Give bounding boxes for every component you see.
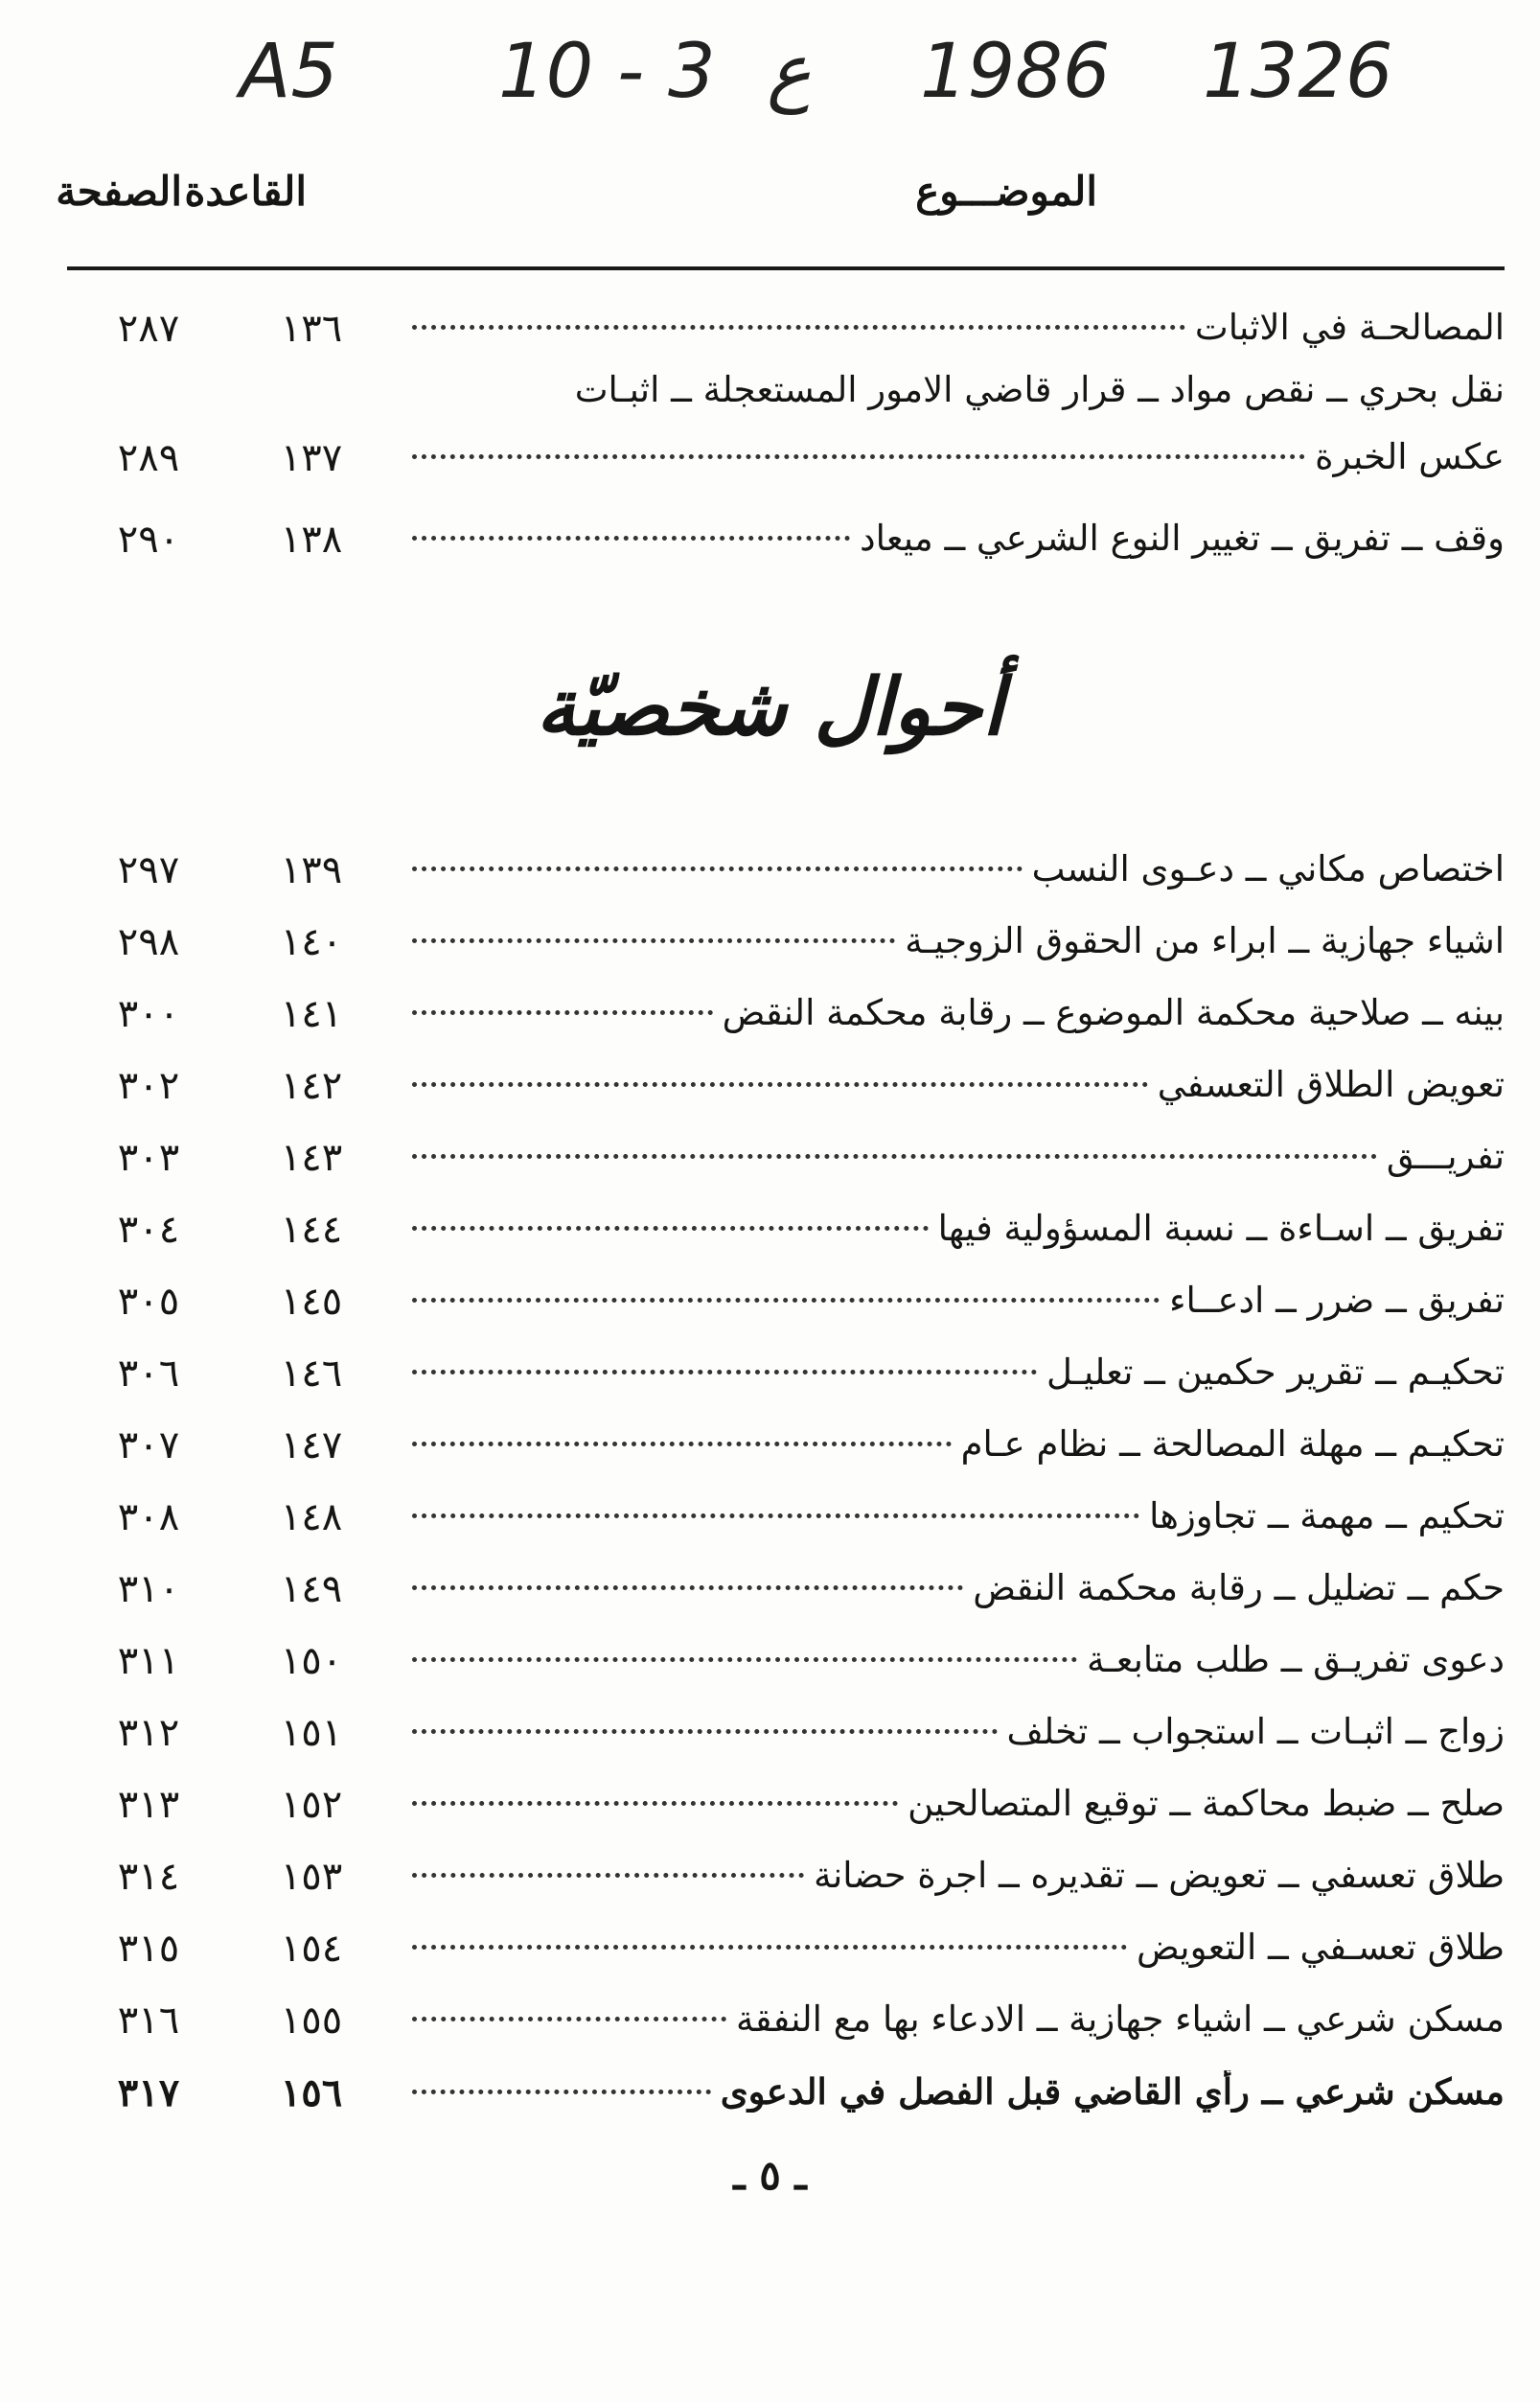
entry-text: مسكن شرعي ــ اشياء جهازية ــ الادعاء بها مع النفقة <box>735 1998 1505 2040</box>
page-number: ـ ٥ ـ <box>733 2152 807 2199</box>
toc-row <box>67 307 1505 364</box>
handwritten-note: A5 <box>240 29 338 115</box>
toc-row <box>67 1639 1505 1697</box>
entry-rule: ١٣٦ <box>280 307 343 351</box>
entry-page: ٣١٦ <box>117 1998 180 2043</box>
entry-rule: ١٤١ <box>280 992 343 1036</box>
handwritten-note: 10 - 3 <box>498 29 716 115</box>
toc-row <box>67 1208 1505 1265</box>
handwritten-note: 1326 <box>1203 29 1393 115</box>
entry-rule: ١٤٢ <box>280 1064 343 1108</box>
entry-text: تفريق ــ اسـاءة ــ نسبة المسؤولية فيها <box>937 1208 1505 1249</box>
entry-rule: ١٥٤ <box>280 1927 343 1971</box>
toc-row <box>67 1064 1505 1121</box>
entry-page: ٣٠٨ <box>117 1495 180 1539</box>
entry-page: ٣١١ <box>117 1639 180 1683</box>
entry-page: ٣٠٦ <box>117 1351 180 1396</box>
toc-row <box>67 1783 1505 1840</box>
entry-rule: ١٥٣ <box>280 1855 343 1899</box>
toc-row <box>67 920 1505 978</box>
toc-row <box>67 1711 1505 1768</box>
entry-text: طلاق تعسـفي ــ التعويض <box>1136 1927 1505 1968</box>
toc-row <box>67 848 1505 906</box>
toc-row <box>67 1280 1505 1337</box>
entry-text: عكس الخبرة <box>1315 436 1505 477</box>
entry-text: بينه ــ صلاحية محكمة الموضوع ــ رقابة محكمة النقض <box>722 992 1505 1033</box>
toc-row <box>67 518 1505 575</box>
entry-text: تحكيـم ــ تقرير حكمين ــ تعليـل <box>1046 1351 1505 1393</box>
entry-rule: ١٤٨ <box>280 1495 343 1539</box>
entry-text: تحكيـم ــ مهلة المصالحة ــ نظام عـام <box>960 1423 1505 1465</box>
toc-row <box>67 1927 1505 1984</box>
entry-page: ٣٠٧ <box>117 1423 180 1467</box>
toc-row <box>67 2070 1505 2128</box>
entry-text: مسكن شرعي ــ رأي القاضي قبل الفصل في الدعوى <box>720 2070 1505 2113</box>
entry-page: ٢٩٨ <box>117 920 180 964</box>
entry-text: زواج ــ اثبـات ــ استجواب ــ تخلف <box>1006 1711 1505 1752</box>
entry-page: ٣١٥ <box>117 1927 180 1971</box>
entry-page: ٣٠٣ <box>117 1136 180 1180</box>
toc-row <box>67 1423 1505 1481</box>
entry-page: ٣١٣ <box>117 1783 180 1827</box>
entry-rule: ١٥٦ <box>280 2070 343 2115</box>
entry-rule: ١٣٧ <box>280 436 343 480</box>
entry-page: ٣٠٠ <box>117 992 180 1036</box>
header-divider <box>67 266 1505 270</box>
table-header <box>56 168 1505 235</box>
entry-page: ٣١٢ <box>117 1711 180 1755</box>
entry-page: ٢٨٧ <box>117 307 180 351</box>
entry-text: اختصاص مكاني ــ دعـوى النسب <box>1031 848 1505 889</box>
entry-rule: ١٤٥ <box>280 1280 343 1324</box>
entry-text: المصالحـة في الاثبات <box>1194 307 1505 348</box>
entry-page: ٢٨٩ <box>117 436 180 480</box>
entry-rule: ١٤٤ <box>280 1208 343 1252</box>
handwritten-note: ع <box>767 29 812 115</box>
entry-text: طلاق تعسفي ــ تعويض ــ تقديره ــ اجرة حضانة <box>814 1855 1505 1896</box>
header-page: الصفحة <box>56 168 182 215</box>
entry-rule: ١٤٧ <box>280 1423 343 1467</box>
entry-page: ٢٩٧ <box>117 848 180 892</box>
toc-row <box>67 1495 1505 1553</box>
section-title: أحوال شخصيّة <box>536 661 1004 753</box>
entry-text: وقف ــ تفريق ــ تغيير النوع الشرعي ــ ميعاد <box>860 518 1505 559</box>
entry-rule: ١٤٣ <box>280 1136 343 1180</box>
entry-page: ٣١٤ <box>117 1855 180 1899</box>
toc-row <box>67 1351 1505 1409</box>
entry-page: ٣٠٢ <box>117 1064 180 1108</box>
entry-rule: ١٣٩ <box>280 848 343 892</box>
entry-page: ٣١٠ <box>117 1567 180 1611</box>
entry-text: حكم ــ تضليل ــ رقابة محكمة النقض <box>973 1567 1505 1608</box>
toc-row <box>67 992 1505 1050</box>
entry-rule: ١٥٠ <box>280 1639 343 1683</box>
handwritten-note: 1986 <box>920 29 1111 115</box>
entry-rule: ١٥٢ <box>280 1783 343 1827</box>
entry-page: ٣١٧ <box>117 2070 180 2115</box>
entry-text: تعويض الطلاق التعسفي <box>1157 1064 1505 1105</box>
toc-row <box>67 1567 1505 1625</box>
toc-row <box>67 1998 1505 2056</box>
entry-text: تفريـــق <box>1386 1136 1505 1177</box>
entry-page: ٢٩٠ <box>117 518 180 562</box>
entry-page: ٣٠٥ <box>117 1280 180 1324</box>
entry-page: ٣٠٤ <box>117 1208 180 1252</box>
entry-text: صلح ــ ضبط محاكمة ــ توقيع المتصالحين <box>908 1783 1505 1824</box>
header-rule: القاعدة <box>184 168 307 215</box>
toc-row <box>67 436 1505 494</box>
entry-text: تحكيم ــ مهمة ــ تجاوزها <box>1149 1495 1505 1536</box>
header-topic: الموضـــوع <box>915 168 1097 215</box>
entry-text: تفريق ــ ضرر ــ ادعــاء <box>1169 1280 1505 1321</box>
toc-row <box>67 1136 1505 1193</box>
entry-rule: ١٤٦ <box>280 1351 343 1396</box>
entry-text: اشياء جهازية ــ ابراء من الحقوق الزوجيـة <box>905 920 1505 961</box>
entry-rule: ١٤٠ <box>280 920 343 964</box>
entry-rule: ١٥١ <box>280 1711 343 1755</box>
entry-rule: ١٤٩ <box>280 1567 343 1611</box>
entry-continuation: نقل بحري ــ نقص مواد ــ قرار قاضي الامور المستعجلة ــ اثبـات <box>574 369 1505 410</box>
entry-rule: ١٥٥ <box>280 1998 343 2043</box>
toc-row <box>67 1855 1505 1912</box>
entry-rule: ١٣٨ <box>280 518 343 562</box>
entry-text: دعوى تفريـق ــ طلب متابعـة <box>1087 1639 1505 1680</box>
